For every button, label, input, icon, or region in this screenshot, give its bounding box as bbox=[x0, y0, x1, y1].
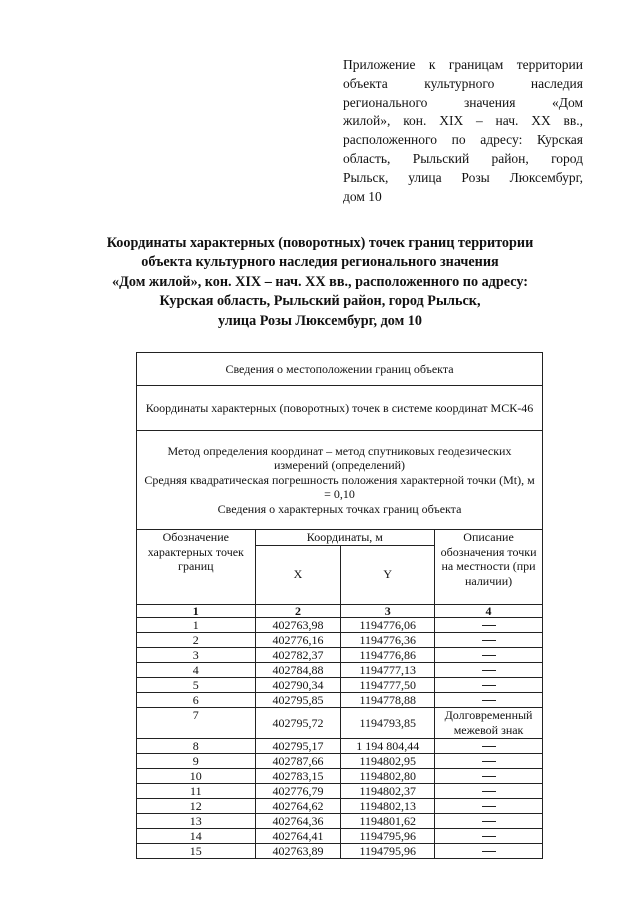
point-number-cell: 6 bbox=[137, 692, 256, 707]
dash-mark bbox=[482, 685, 496, 686]
appendix-line: дом 10 bbox=[343, 188, 382, 204]
dash-mark bbox=[482, 625, 496, 626]
table-row bbox=[137, 738, 543, 753]
point-number-cell: 13 bbox=[137, 813, 256, 828]
y-coordinate-cell: 1194778,88 bbox=[341, 692, 435, 707]
col-header-x: X bbox=[255, 545, 341, 604]
section-coord-system-header: Координаты характерных (поворотных) точек в системе координат МСК-46 bbox=[137, 386, 543, 431]
y-coordinate-cell: 1194802,95 bbox=[341, 753, 435, 768]
empty-description-cell bbox=[435, 632, 543, 647]
dash-mark bbox=[482, 836, 496, 837]
y-coordinate-cell: 1 194 804,44 bbox=[341, 738, 435, 753]
appendix-line: область, Рыльский район, город bbox=[343, 150, 583, 166]
y-coordinate-cell: 1194776,06 bbox=[341, 617, 435, 632]
point-number-cell: 5 bbox=[137, 677, 256, 692]
table-row bbox=[137, 828, 543, 843]
x-coordinate-cell: 402795,85 bbox=[255, 692, 341, 707]
table-row bbox=[137, 798, 543, 813]
x-coordinate-cell: 402764,62 bbox=[255, 798, 341, 813]
empty-description-cell bbox=[435, 692, 543, 707]
x-coordinate-cell: 402787,66 bbox=[255, 753, 341, 768]
table-row bbox=[137, 813, 543, 828]
y-coordinate-cell: 1194802,13 bbox=[341, 798, 435, 813]
y-coordinate-cell: 1194795,96 bbox=[341, 828, 435, 843]
coordinates-table bbox=[136, 352, 543, 859]
table-row bbox=[137, 662, 543, 677]
accuracy-line: Средняя квадратическая погрешность положения характерной точки (Mt), м = 0,10 bbox=[144, 472, 535, 502]
point-number-cell: 8 bbox=[137, 738, 256, 753]
x-coordinate-cell: 402763,89 bbox=[255, 843, 341, 858]
dash-mark bbox=[482, 791, 496, 792]
dash-mark bbox=[482, 851, 496, 852]
x-coordinate-cell: 402783,15 bbox=[255, 768, 341, 783]
point-number-cell: 1 bbox=[137, 617, 256, 632]
x-coordinate-cell: 402776,16 bbox=[255, 632, 341, 647]
table-row bbox=[137, 647, 543, 662]
section-location-header: Сведения о местоположении границ объекта bbox=[137, 353, 543, 386]
table-row bbox=[137, 753, 543, 768]
empty-description-cell bbox=[435, 647, 543, 662]
x-coordinate-cell: 402763,98 bbox=[255, 617, 341, 632]
dash-mark bbox=[482, 746, 496, 747]
x-coordinate-cell: 402795,17 bbox=[255, 738, 341, 753]
empty-description-cell bbox=[435, 783, 543, 798]
x-coordinate-cell: 402776,79 bbox=[255, 783, 341, 798]
document-title bbox=[60, 234, 580, 331]
title-line: улица Розы Люксембург, дом 10 bbox=[218, 312, 422, 329]
col-header-coords: Координаты, м bbox=[255, 530, 434, 546]
empty-description-cell bbox=[435, 828, 543, 843]
dash-mark bbox=[482, 776, 496, 777]
appendix-line: объекта культурного наследия bbox=[343, 75, 583, 91]
y-coordinate-cell: 1194793,85 bbox=[341, 707, 435, 738]
x-coordinate-cell: 402764,41 bbox=[255, 828, 341, 843]
table-row bbox=[137, 843, 543, 858]
x-coordinate-cell: 402790,34 bbox=[255, 677, 341, 692]
x-coordinate-cell: 402782,37 bbox=[255, 647, 341, 662]
dash-mark bbox=[482, 821, 496, 822]
description-cell: Долговременный межевой знак bbox=[435, 707, 543, 738]
empty-description-cell bbox=[435, 753, 543, 768]
appendix-note bbox=[343, 56, 583, 206]
dash-mark bbox=[482, 806, 496, 807]
y-coordinate-cell: 1194802,80 bbox=[341, 768, 435, 783]
point-number-cell: 4 bbox=[137, 662, 256, 677]
method-line: Метод определения координат – метод спутниковых геодезических измерений (определений) bbox=[167, 443, 512, 473]
table-row bbox=[137, 707, 543, 738]
title-line: Координаты характерных (поворотных) точек границ территории bbox=[106, 235, 534, 251]
empty-description-cell bbox=[435, 768, 543, 783]
point-number-cell: 7 bbox=[137, 707, 256, 738]
empty-description-cell bbox=[435, 738, 543, 753]
empty-description-cell bbox=[435, 813, 543, 828]
appendix-line: жилой», кон. XIX – нач. XX вв., bbox=[343, 113, 583, 129]
table-row bbox=[137, 677, 543, 692]
table-row bbox=[137, 783, 543, 798]
col-number: 4 bbox=[435, 604, 543, 617]
title-line: объекта культурного наследия регионального значения bbox=[141, 254, 499, 271]
col-header-desc: Описание обозначения точки на местности (при наличии) bbox=[435, 530, 543, 605]
col-number: 2 bbox=[255, 604, 341, 617]
empty-description-cell bbox=[435, 662, 543, 677]
dash-mark bbox=[482, 655, 496, 656]
x-coordinate-cell: 402764,36 bbox=[255, 813, 341, 828]
point-number-cell: 2 bbox=[137, 632, 256, 647]
dash-mark bbox=[482, 640, 496, 641]
y-coordinate-cell: 1194776,86 bbox=[341, 647, 435, 662]
y-coordinate-cell: 1194802,37 bbox=[341, 783, 435, 798]
col-header-point: Обозначение характерных точек границ bbox=[137, 530, 256, 605]
points-info-line: Сведения о характерных точках границ объекта bbox=[217, 501, 462, 516]
appendix-line: регионального значения «Дом bbox=[343, 94, 583, 110]
point-number-cell: 11 bbox=[137, 783, 256, 798]
y-coordinate-cell: 1194801,62 bbox=[341, 813, 435, 828]
point-number-cell: 15 bbox=[137, 843, 256, 858]
table-row bbox=[137, 632, 543, 647]
appendix-line: Рыльск, улица Розы Люксембург, bbox=[343, 169, 583, 185]
col-number: 3 bbox=[341, 604, 435, 617]
dash-mark bbox=[482, 670, 496, 671]
x-coordinate-cell: 402795,72 bbox=[255, 707, 341, 738]
point-number-cell: 12 bbox=[137, 798, 256, 813]
dash-mark bbox=[482, 761, 496, 762]
x-coordinate-cell: 402784,88 bbox=[255, 662, 341, 677]
table-row bbox=[137, 768, 543, 783]
dash-mark bbox=[482, 700, 496, 701]
point-number-cell: 14 bbox=[137, 828, 256, 843]
point-number-cell: 3 bbox=[137, 647, 256, 662]
y-coordinate-cell: 1194795,96 bbox=[341, 843, 435, 858]
empty-description-cell bbox=[435, 798, 543, 813]
title-line: «Дом жилой», кон. XIX – нач. XX вв., расположенного по адресу: bbox=[112, 273, 528, 290]
y-coordinate-cell: 1194777,50 bbox=[341, 677, 435, 692]
col-header-y: Y bbox=[341, 545, 435, 604]
table-row bbox=[137, 692, 543, 707]
appendix-line: Приложение к границам территории bbox=[343, 57, 583, 72]
empty-description-cell bbox=[435, 843, 543, 858]
point-number-cell: 9 bbox=[137, 753, 256, 768]
point-number-cell: 10 bbox=[137, 768, 256, 783]
title-line: Курская область, Рыльский район, город Рыльск, bbox=[159, 293, 481, 310]
table-row bbox=[137, 617, 543, 632]
empty-description-cell bbox=[435, 677, 543, 692]
y-coordinate-cell: 1194776,36 bbox=[341, 632, 435, 647]
appendix-line: расположенного по адресу: Курская bbox=[343, 132, 583, 148]
y-coordinate-cell: 1194777,13 bbox=[341, 662, 435, 677]
col-number: 1 bbox=[137, 604, 256, 617]
section-method-info bbox=[137, 431, 543, 530]
empty-description-cell bbox=[435, 617, 543, 632]
